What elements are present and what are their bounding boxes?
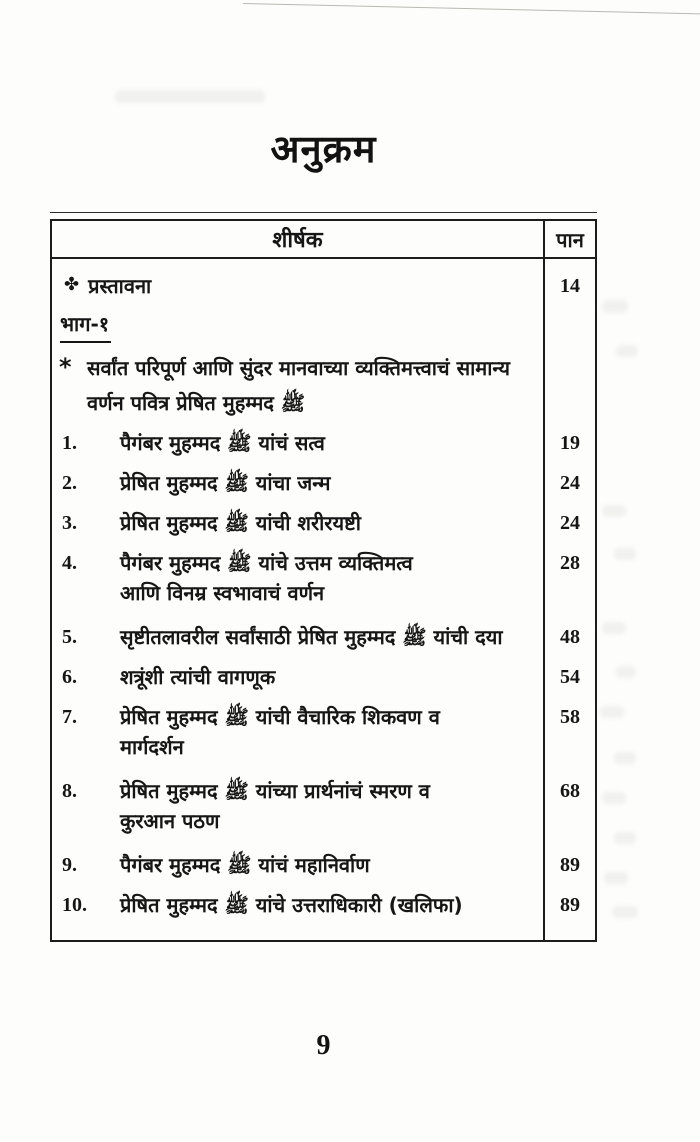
row-title: प्रस्तावना [88,274,152,298]
toc-item [52,461,595,501]
item-title: प्रेषित मुहम्मद ﷺ यांची वैचारिक शिकवण व मार्गदर्शन [120,705,440,759]
ink-bleed-smudge [612,906,638,918]
ink-bleed-smudge [616,666,636,678]
item-title: पैगंबर मुहम्मद ﷺ यांचे उत्तम व्यक्तिमत्व आणि विनम्र स्वभावाचं वर्णन [120,551,413,605]
item-title: प्रेषित मुहम्मद ﷺ यांच्या प्रार्थनांचं स्मरण व कुरआन पठण [120,779,430,833]
row-title: सर्वांत परिपूर्ण आणि सुंदर मानवाच्या व्यक्तिमत्त्वाचं सामान्य वर्णन पवित्र प्रेषित मुहम्मद ﷺ [87,356,510,415]
ink-bleed-smudge [602,505,626,517]
item-title: पैगंबर मुहम्मद ﷺ यांचं महानिर्वाण [120,853,370,877]
row-page-number [543,343,595,421]
item-number: 8. [62,780,77,802]
item-title: प्रेषित मुहम्मद ﷺ यांची शरीरयष्टी [120,511,361,535]
table-bottom-padding [52,925,595,940]
page-title: अनुक्रम [270,127,377,171]
ink-bleed-smudge [614,548,636,560]
ink-bleed-smudge [614,752,636,764]
toc-section-heading [52,305,595,343]
folio-page-number: 9 [316,1030,331,1061]
item-page-number: 48 [543,615,595,655]
table-top-rule [50,212,597,213]
ink-bleed-smudge [115,90,265,103]
item-title: शत्रूंशी त्यांची वागणूक [120,665,276,689]
item-page-number: 89 [543,843,595,883]
toc-item [52,541,595,615]
item-title: प्रेषित मुहम्मद ﷺ यांचा जन्म [120,471,331,495]
item-page-number: 24 [543,501,595,541]
item-number: 5. [62,626,77,648]
ink-bleed-smudge [602,622,626,634]
toc-item [52,501,595,541]
toc-row-introduction [52,259,595,305]
ink-bleed-smudge [600,706,624,718]
item-page-number: 24 [543,461,595,501]
section-title: भाग-१ [60,309,111,343]
item-title: पैगंबर मुहम्मद ﷺ यांचं सत्व [120,431,325,455]
item-page-number: 68 [543,769,595,843]
row-page-number [543,305,595,343]
item-page-number: 58 [543,695,595,769]
toc-item [52,695,595,769]
fleuron-icon: ✤ [64,274,80,295]
toc-item [52,655,595,695]
ink-bleed-smudge [602,300,628,313]
toc-item [52,421,595,461]
item-number: 6. [62,666,77,688]
item-page-number: 19 [543,421,595,461]
toc-item [52,843,595,883]
scan-diagonal-line [243,3,700,14]
item-page-number: 28 [543,541,595,615]
item-number: 10. [62,894,87,916]
item-number: 2. [62,472,77,494]
toc-item [52,883,595,925]
item-title: प्रेषित मुहम्मद ﷺ यांचे उत्तराधिकारी (खलिफा) [120,893,463,917]
asterisk-marker: * [59,353,72,381]
item-number: 1. [62,432,77,454]
header-title-column: शीर्षक [272,228,323,253]
toc-item [52,769,595,843]
toc-item [52,615,595,655]
toc-lead-row [52,343,595,421]
header-page-column: पान [543,221,595,257]
item-number: 3. [62,512,77,534]
ink-bleed-smudge [602,792,626,804]
table-header-row [52,221,595,259]
item-page-number: 89 [543,883,595,925]
item-number: 4. [62,552,77,574]
row-page-number: 14 [543,259,595,305]
ink-bleed-smudge [604,872,628,884]
item-number: 7. [62,706,77,728]
contents-table [50,219,597,942]
item-number: 9. [62,854,77,876]
ink-bleed-smudge [614,832,636,844]
item-page-number: 54 [543,655,595,695]
ink-bleed-smudge [616,345,638,357]
item-title: सृष्टीतलावरील सर्वांसाठी प्रेषित मुहम्मद ﷺ यांची दया [120,625,503,649]
